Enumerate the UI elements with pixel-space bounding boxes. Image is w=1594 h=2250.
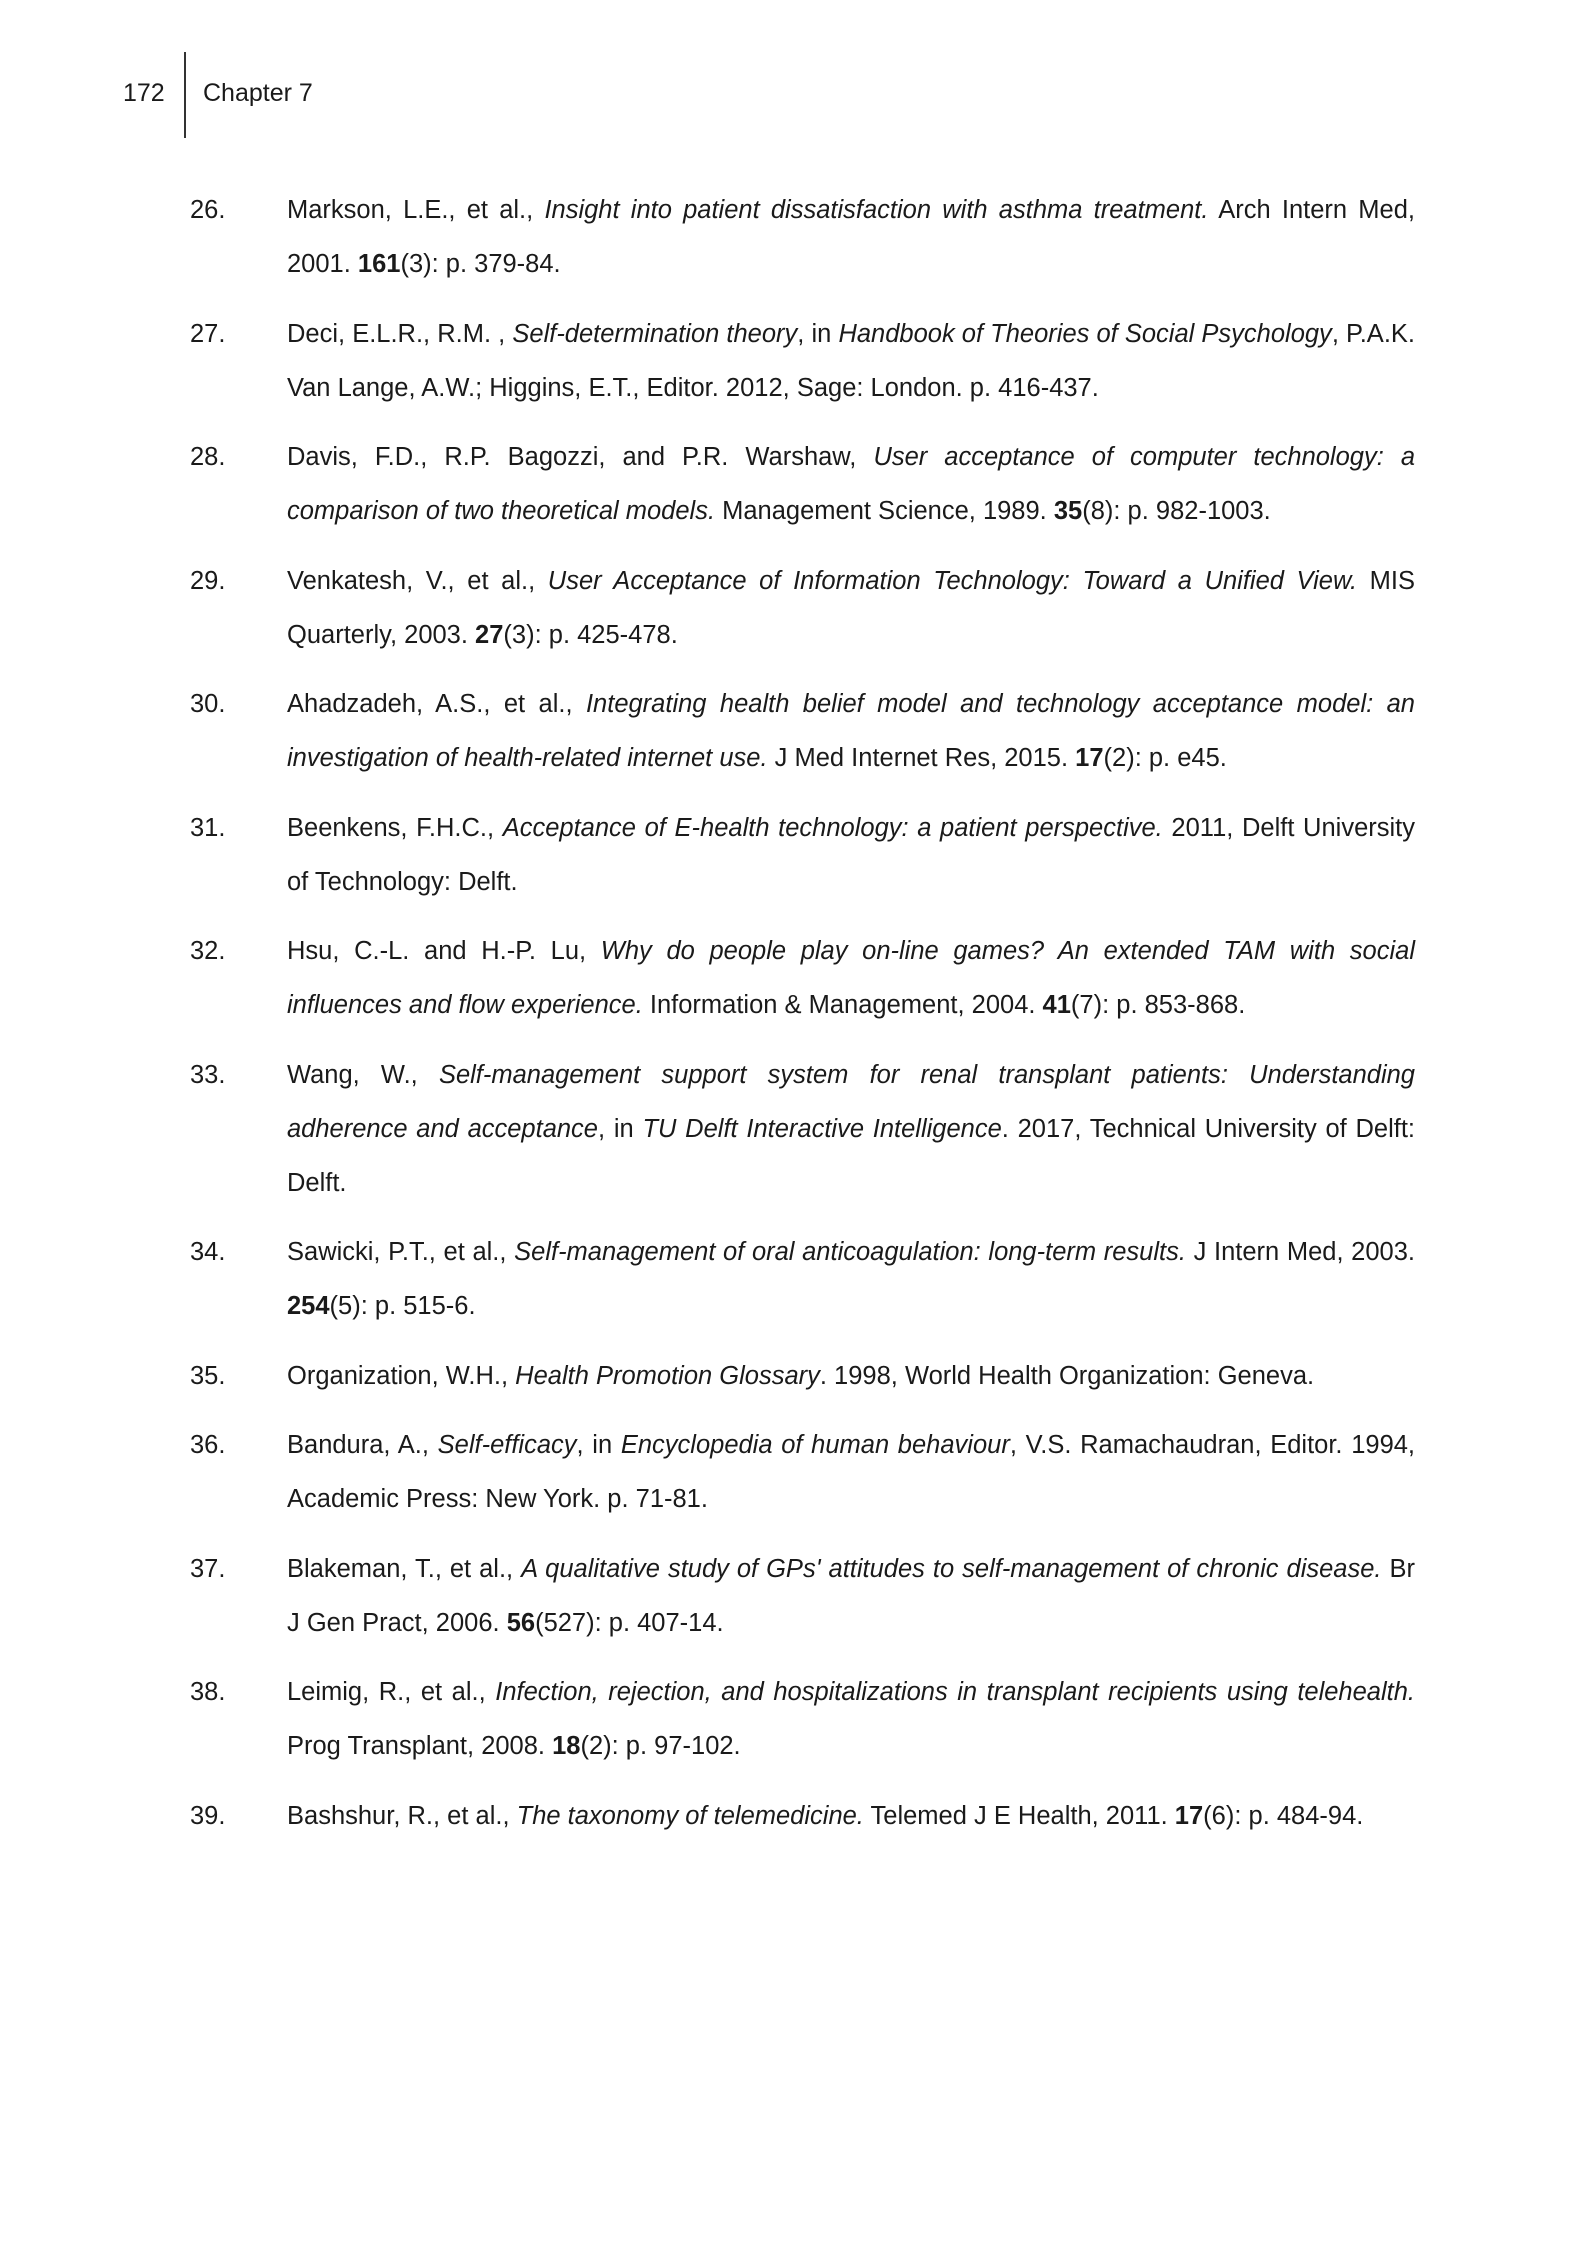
reference-text	[287, 924, 1415, 1032]
reference-segment: (527): p. 407-14.	[535, 1608, 724, 1637]
reference-number: 35.	[190, 1361, 226, 1390]
reference-segment: Br J Gen Pract, 2006.	[287, 1554, 1415, 1637]
reference-segment: Wang, W.,	[287, 1060, 439, 1089]
reference-title: User acceptance of computer technology: a comparison of two theoretical models.	[287, 443, 1416, 525]
reference-volume: 161	[357, 250, 401, 278]
reference-title: TU Delft Interactive Intelligence	[642, 1114, 1002, 1143]
reference-segment: Sawicki, P.T., et al.,	[287, 1238, 515, 1266]
reference-title: Infection, rejection, and hospitalizations in transplant recipients using telehealth.	[495, 1678, 1415, 1706]
reference-segment: , in	[576, 1431, 621, 1459]
reference-segment: Prog Transplant, 2008.	[287, 1732, 553, 1760]
reference-number: 26.	[190, 196, 226, 224]
reference-item	[0, 1665, 1594, 1773]
reference-segment: . 2017, Technical University of Delft: Delft.	[287, 1114, 1415, 1197]
reference-text	[287, 307, 1415, 415]
reference-title: Self-efficacy	[437, 1431, 577, 1459]
reference-title: Encyclopedia of human behaviour	[620, 1431, 1010, 1459]
reference-number: 27.	[190, 319, 226, 348]
reference-number: 39.	[190, 1801, 226, 1830]
reference-volume: 35	[1053, 497, 1083, 525]
reference-item	[0, 307, 1594, 415]
reference-item	[0, 801, 1594, 909]
reference-item	[0, 1789, 1594, 1843]
reference-item	[0, 1225, 1594, 1333]
page-number: 172	[123, 79, 165, 107]
reference-volume: 17	[1174, 1801, 1204, 1830]
reference-number: 36.	[190, 1431, 226, 1459]
reference-title: Handbook of Theories of Social Psychology	[838, 319, 1332, 348]
reference-number: 34.	[190, 1238, 226, 1266]
reference-title: Health Promotion Glossary	[515, 1361, 820, 1390]
reference-number: 33.	[190, 1060, 226, 1089]
reference-segment: (5): p. 515-6.	[329, 1292, 476, 1320]
reference-volume: 17	[1075, 744, 1104, 772]
reference-item	[0, 554, 1594, 662]
reference-number: 29.	[190, 566, 226, 595]
reference-text	[287, 430, 1415, 538]
reference-segment: . 1998, World Health Organization: Geneva.	[819, 1361, 1315, 1390]
reference-title: Insight into patient dissatisfaction with asthma treatment.	[544, 196, 1209, 224]
reference-segment: (2): p. e45.	[1103, 744, 1227, 772]
reference-segment: Blakeman, T., et al.,	[287, 1554, 522, 1583]
reference-item	[0, 1542, 1594, 1650]
reference-number: 32.	[190, 937, 226, 965]
reference-text	[287, 1048, 1415, 1210]
reference-segment: Hsu, C.-L. and H.-P. Lu,	[287, 937, 601, 965]
reference-title: Self-management support system for renal transplant patients: Understanding adherence and acceptance	[287, 1060, 1415, 1143]
reference-item	[0, 1349, 1594, 1403]
reference-text	[287, 1789, 1415, 1843]
reference-item	[0, 1418, 1594, 1526]
reference-number: 30.	[190, 690, 226, 718]
reference-title: Self-management of oral anticoagulation: long-term results.	[514, 1238, 1186, 1266]
reference-segment: Markson, L.E., et al.,	[287, 196, 545, 224]
reference-volume: 41	[1042, 991, 1071, 1019]
reference-title: User Acceptance of Information Technology: Toward a Unified View.	[547, 566, 1358, 595]
chapter-title: Chapter 7	[203, 79, 313, 107]
reference-segment: , P.A.K. Van Lange, A.W.; Higgins, E.T., Editor. 2012, Sage: London. p. 416-437.	[287, 319, 1415, 402]
reference-segment: Ahadzadeh, A.S., et al.,	[287, 690, 586, 718]
reference-segment: (8): p. 982-1003.	[1082, 497, 1271, 525]
reference-volume: 27	[475, 620, 504, 649]
reference-title: Integrating health belief model and technology acceptance model: an investigation of health-related internet use.	[287, 690, 1415, 772]
reference-text	[287, 1349, 1415, 1403]
reference-segment: Bashshur, R., et al.,	[287, 1801, 517, 1830]
reference-volume: 18	[552, 1732, 581, 1760]
reference-segment: Leimig, R., et al.,	[287, 1678, 496, 1706]
reference-title: A qualitative study of GPs' attitudes to self-management of chronic disease.	[521, 1554, 1382, 1583]
reference-text	[287, 1418, 1415, 1526]
reference-volume: 254	[287, 1292, 330, 1320]
reference-segment: MIS Quarterly, 2003.	[287, 566, 1416, 649]
reference-title: Why do people play on-line games? An extended TAM with social influences and flow experience.	[287, 937, 1415, 1019]
reference-list	[0, 183, 1594, 1858]
reference-segment: Management Science, 1989.	[715, 497, 1054, 525]
reference-number: 38.	[190, 1678, 226, 1706]
reference-text	[287, 1665, 1415, 1773]
reference-number: 28.	[190, 443, 226, 471]
reference-item	[0, 430, 1594, 538]
reference-segment: Information & Management, 2004.	[642, 991, 1043, 1019]
reference-text	[287, 183, 1415, 291]
reference-number: 31.	[190, 813, 226, 842]
reference-volume: 56	[506, 1608, 536, 1637]
reference-segment: Davis, F.D., R.P. Bagozzi, and P.R. Warshaw,	[287, 443, 874, 471]
reference-segment: 2011, Delft University of Technology: Delft.	[287, 813, 1415, 896]
reference-segment: , in	[598, 1114, 643, 1143]
reference-segment: Telemed J E Health, 2011.	[863, 1801, 1175, 1830]
reference-segment: (7): p. 853-868.	[1070, 991, 1246, 1019]
reference-item	[0, 924, 1594, 1032]
header-divider	[184, 52, 186, 138]
reference-text	[287, 1225, 1415, 1333]
reference-item	[0, 183, 1594, 291]
reference-text	[287, 801, 1415, 909]
reference-segment: , in	[797, 319, 839, 348]
reference-text	[287, 677, 1415, 785]
reference-segment: (3): p. 425-478.	[503, 620, 678, 649]
reference-item	[0, 1048, 1594, 1210]
reference-text	[287, 554, 1415, 662]
reference-segment: (3): p. 379-84.	[400, 250, 561, 278]
reference-segment: Organization, W.H.,	[287, 1361, 516, 1390]
reference-title: Self-determination theory	[512, 319, 798, 348]
reference-segment: J Med Internet Res, 2015.	[767, 744, 1076, 772]
reference-number: 37.	[190, 1554, 226, 1583]
reference-segment: J Intern Med, 2003.	[1185, 1238, 1415, 1266]
reference-segment: (2): p. 97-102.	[580, 1732, 741, 1760]
reference-segment: Arch Intern Med, 2001.	[287, 196, 1415, 278]
reference-segment: Bandura, A.,	[287, 1431, 438, 1459]
reference-title: The taxonomy of telemedicine.	[516, 1801, 864, 1830]
reference-segment: Beenkens, F.H.C.,	[287, 813, 503, 842]
reference-segment: Venkatesh, V., et al.,	[287, 566, 548, 595]
reference-text	[287, 1542, 1415, 1650]
reference-segment: (6): p. 484-94.	[1203, 1801, 1364, 1830]
reference-segment: , V.S. Ramachaudran, Editor. 1994, Academic Press: New York. p. 71-81.	[287, 1431, 1416, 1513]
reference-title: Acceptance of E-health technology: a patient perspective.	[502, 813, 1163, 842]
reference-segment: Deci, E.L.R., R.M. ,	[287, 319, 513, 348]
reference-item	[0, 677, 1594, 785]
